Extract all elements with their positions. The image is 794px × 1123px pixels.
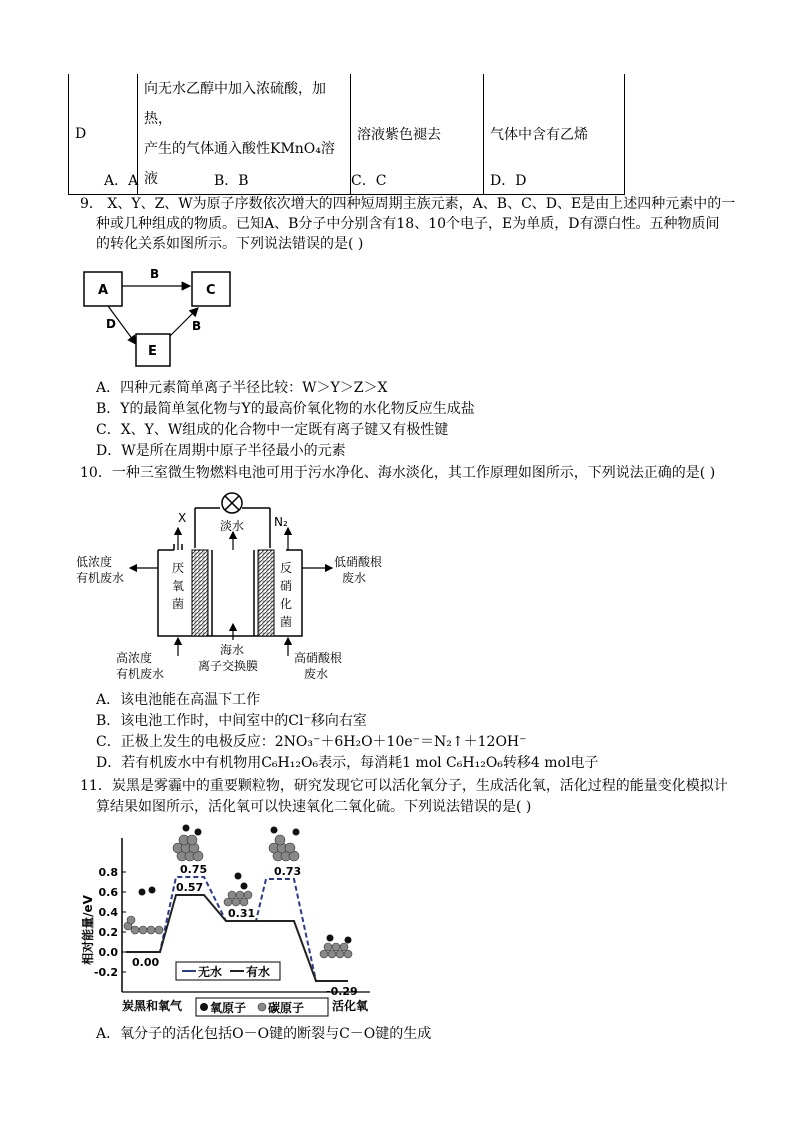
- label-left-in-1: 高浓度: [116, 651, 153, 665]
- value-label: 0.57: [176, 881, 204, 894]
- q9-choice-d[interactable]: D．W是所在周期中原子半径最小的元素: [96, 443, 346, 459]
- y-tick-label: 0.2: [98, 926, 118, 939]
- chart-ylabel: 相对能量/eV: [81, 895, 95, 965]
- oxygen-atom-icons: [139, 825, 352, 944]
- arrow-label-b-right: B: [192, 319, 202, 333]
- label-right-out-2: 废水: [342, 571, 367, 585]
- label-n2: N₂: [274, 515, 288, 529]
- label-left-out-2: 有机废水: [76, 571, 125, 585]
- label-x: X: [178, 511, 187, 525]
- option-table: [68, 74, 625, 195]
- q10-choice-c[interactable]: C．正极上发生的电极反应：2NO₃⁻＋6H₂O＋10e⁻＝N₂↑＋12OH⁻: [96, 734, 527, 750]
- label-right-in-2: 废水: [304, 667, 329, 681]
- label-left-out-1: 低浓度: [76, 555, 113, 569]
- y-tick-label: 0.8: [98, 866, 118, 879]
- label-left-bac-1: 厌: [172, 561, 185, 575]
- q9-stem-line-2: 种或几种组成的物质。已知A、B分子中分别含有18、10个电子，E为单质，D有漂白性。五种物质间: [96, 216, 720, 232]
- label-right-bac-2: 硝: [280, 579, 293, 593]
- label-e: E: [148, 344, 157, 359]
- value-label: 0.31: [228, 907, 256, 920]
- y-tick-label: 0.6: [98, 886, 118, 899]
- table-cell-phenomenon: 溶液紫色褪去: [351, 74, 484, 195]
- q9-stem-line-1: 9． X、Y、Z、W为原子序数依次增大的四种短周期主族元素，A、B、C、D、E是由上述四种元素中的一: [80, 196, 736, 212]
- q9-choice-a[interactable]: A．四种元素简单离子半径比较：W＞Y＞Z＞X: [96, 380, 388, 396]
- table-cell-conclusion: 气体中含有乙烯: [484, 74, 625, 195]
- atom-legend-oxygen: 氧原子: [210, 1001, 247, 1015]
- label-right-bac-4: 菌: [280, 615, 293, 629]
- q10-cell-diagram: [70, 488, 400, 688]
- label-left-in-2: 有机废水: [116, 667, 165, 681]
- q11-choice-a[interactable]: A．氧分子的活化包括O－O键的断裂与C－O键的生成: [96, 1026, 432, 1042]
- procedure-line-1: 向无水乙醇中加入浓硫酸，加热，: [144, 81, 326, 127]
- carbon-atom-icon: [258, 1003, 266, 1011]
- q9-conversion-diagram: [80, 264, 250, 370]
- x-label-left: 炭黑和氧气: [122, 999, 183, 1013]
- value-label: 0.00: [132, 956, 160, 969]
- label-right-out-1: 低硝酸根: [334, 555, 383, 569]
- x-label-right: 活化氧: [332, 999, 369, 1013]
- table-row: [69, 74, 625, 195]
- q10-stem: 10．一种三室微生物燃料电池可用于污水净化、海水淡化，其工作原理如图所示，下列说法正确的是( ): [80, 465, 716, 481]
- value-label: 0.73: [274, 865, 302, 878]
- label-right-in-1: 高硝酸根: [294, 651, 343, 665]
- procedure-line-3: 液: [144, 171, 158, 187]
- value-label: 0.75: [180, 863, 208, 876]
- q9-choice-b[interactable]: B．Y的最简单氢化物与Y的最高价氧化物的水化物反应生成盐: [96, 401, 475, 417]
- q8-choice-b[interactable]: B．B: [214, 173, 249, 189]
- label-a: A: [98, 283, 109, 298]
- q8-choice-d[interactable]: D．D: [490, 173, 527, 189]
- label-right-bac-1: 反: [280, 561, 293, 575]
- arrow-label-b-top: B: [150, 267, 160, 281]
- oxygen-atom-icon: [200, 1003, 208, 1011]
- label-left-bac-2: 氧: [172, 579, 185, 593]
- legend-label-no-water: 无水: [198, 965, 223, 979]
- q8-choice-c[interactable]: C．C: [351, 173, 387, 189]
- table-cell-label: D: [69, 74, 138, 195]
- arrow-label-d: D: [106, 317, 116, 331]
- q10-choice-d[interactable]: D．若有机废水中有机物用C₆H₁₂O₆表示，每消耗1 mol C₆H₁₂O₆转移4 mol电子: [96, 755, 599, 771]
- y-tick-label: -0.2: [93, 966, 118, 979]
- q10-choice-b[interactable]: B．该电池工作时，中间室中的Cl⁻移向右室: [96, 713, 367, 729]
- q9-stem-line-3: 的转化关系如图所示。下列说法错误的是( ): [96, 236, 364, 252]
- legend-label-water: 有水: [246, 965, 271, 979]
- y-tick-label: 0.4: [98, 906, 118, 919]
- q10-choice-a[interactable]: A．该电池能在高温下工作: [96, 692, 261, 708]
- label-membrane: 离子交换膜: [198, 659, 259, 673]
- label-right-bac-3: 化: [280, 597, 293, 611]
- label-left-bac-3: 菌: [172, 597, 185, 611]
- label-sea-water: 海水: [220, 643, 245, 657]
- carbon-cluster-icons: [124, 835, 352, 958]
- label-fresh-water: 淡水: [220, 519, 245, 533]
- q9-choice-c[interactable]: C．X、Y、W组成的化合物中一定既有离子键又有极性键: [96, 422, 449, 438]
- procedure-line-2: 产生的气体通入酸性KMnO₄溶: [144, 141, 335, 157]
- value-label: -0.29: [326, 985, 358, 998]
- y-tick-label: 0.0: [98, 946, 118, 959]
- atom-legend-carbon: 碳原子: [268, 1001, 305, 1015]
- q8-choice-a[interactable]: A．A: [104, 173, 139, 189]
- label-c: C: [206, 283, 216, 298]
- q11-stem-line-1: 11．炭黑是雾霾中的重要颗粒物，研究发现它可以活化氧分子，生成活化氧，活化过程的能量变化模拟计: [80, 778, 728, 794]
- q11-stem-line-2: 算结果如图所示，活化氧可以快速氧化二氧化硫。下列说法错误的是( ): [96, 799, 532, 815]
- energy-profile-chart: [80, 820, 380, 1020]
